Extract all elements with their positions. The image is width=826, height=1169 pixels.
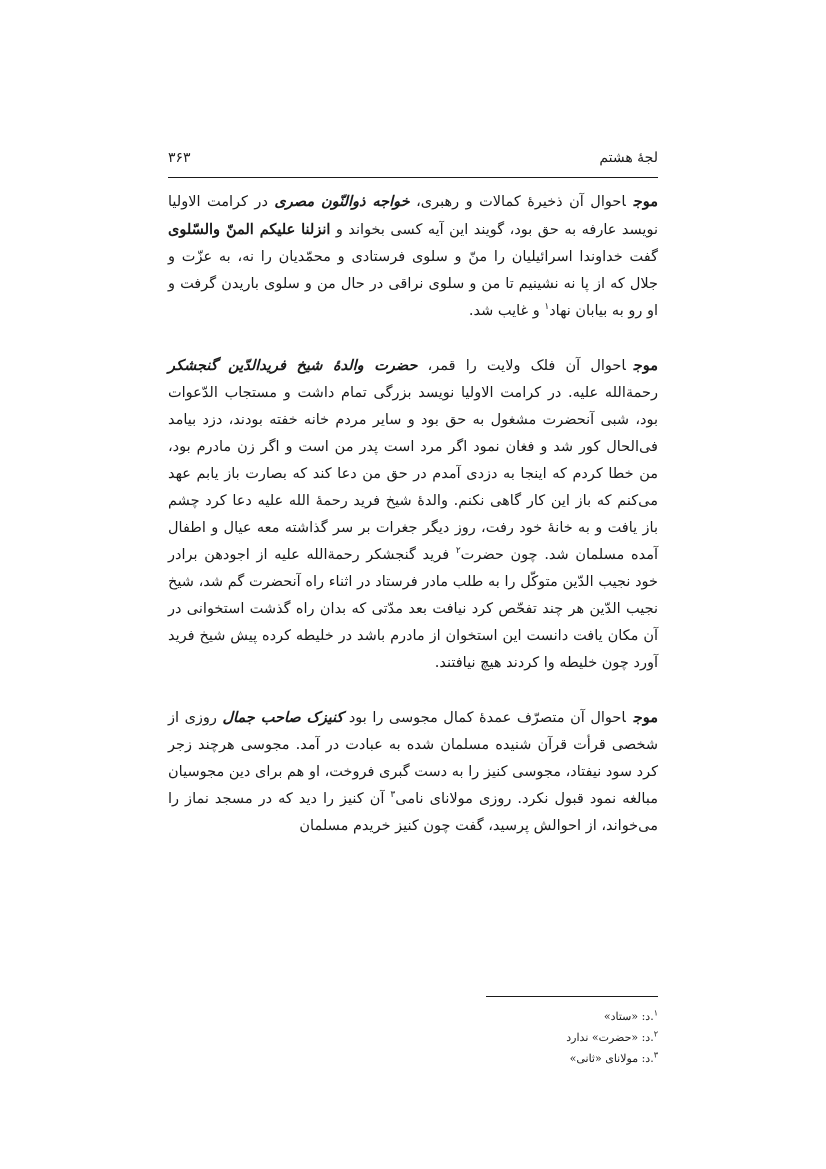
header-rule	[168, 177, 658, 178]
page-number: ۳۶۳	[168, 150, 191, 166]
footnote-ref[interactable]: ۳	[390, 790, 396, 801]
footnote-rule	[486, 996, 658, 997]
paragraph-text: روزی از شخصی قرأت قرآن شنیده مسلمان شده به عبادت در آمد. مجوسی هرچند زجر کرد سود نیفتاد، مجوسی کنیز را به دست گبری فروخت، او هم برای دین مجوسیان مبالغه نمود قبول نکرد. روزی مولانای نامی	[168, 710, 658, 807]
footnote-1	[358, 1006, 658, 1027]
paragraph-text: و غایب شد.	[468, 303, 545, 319]
paragraph-text: احوال آن فلک ولایت را قمر،	[417, 358, 626, 374]
paragraph-text: احوال آن ذخیرۀ کمالات و رهبری،	[409, 194, 626, 210]
paragraph-marker: موج	[633, 357, 658, 374]
paragraph-text: آن کنیز را دید که در مسجد نماز را می‌خواند، از احوالش پرسید، گفت چون کنیز خریدم مسلمان	[168, 791, 658, 834]
paragraph-1	[168, 188, 658, 325]
paragraph-text: گفت خداوندا اسرائیلیان را منّ و سلوی فرستادی و محمّدیان را نه، به عزّت و جلال که از پا نه نشینیم تا من و سلوی نراقی در حال من و سلوی باریدن گرفت و او رو به بیابان نهاد	[168, 249, 658, 319]
saint-name: خواجه ذوالنّون مصری	[274, 193, 410, 210]
paragraph-marker: موج	[633, 193, 658, 210]
footnote-ref[interactable]: ۱	[544, 302, 550, 313]
footnote-number: ۳	[653, 1050, 658, 1060]
paragraph-2	[168, 352, 658, 677]
footnote-text: .د: «حضرت» ندارد	[566, 1031, 654, 1044]
saint-name: حضرت والدۀ شیخ فریدالدّین گنجشکر	[168, 357, 418, 374]
paragraph-marker: موج	[633, 709, 658, 726]
footnote-ref[interactable]: ۲	[455, 546, 461, 557]
paragraph-text: احوال آن متصرّف عمدۀ کمال مجوسی را بود	[343, 710, 626, 726]
footnote-text: .د: مولانای «ثانی»	[569, 1052, 654, 1065]
footnote-number: ۲	[653, 1029, 658, 1039]
main-text	[168, 188, 658, 840]
footnote-3	[358, 1048, 658, 1069]
paragraph-text: فرید گنجشکر رحمةالله علیه از اجودهن برادر خود نجیب الدّین متوکّل را به طلب مادر فرستاد در اثناء راه آنحضرت گم شد، شیخ نجیب الدّین هر چند تفحّص کرد نیافت بعد مدّتی که بدان راه گذشت استخوانی در آن مکان یافت دانست این استخوان از مادرم باشد در خلیطه کرده پیش شیخ فرید آورد چون خلیطه وا کردند هیچ نیافتند.	[168, 547, 658, 671]
footnote-text: .د: «ستاد»	[603, 1010, 654, 1023]
quran-quote: انزلنا علیکم المنّ والسّلوی	[168, 221, 331, 238]
paragraph-text: رحمةالله علیه. در کرامت الاولیا نویسد بزرگی تمام داشت و مستجاب الدّعوات بود، شبی آنحضرت مشغول به حق بود و سایر مردم خانه خفته بودند، دزد بیامد فی‌الحال کور شد و فغان نمود اگر مرد است پدر من است و اگر زن مادرم بود، من خطا کردم که اینجا به دزدی آمدم در حق من دعا کند که بصارت باز یابم عهد می‌کنم که باز این کار گاهی نکنم. والدۀ شیخ فرید رحمۀ الله علیه دعا کرد چشم باز یافت و به خانۀ خود رفت، روز دیگر جغرات بر سر گذاشته معه عیال و اطفال آمده مسلمان شد. چون حضرت	[168, 385, 658, 563]
paragraph-text: در کرامت الاولیا نویسد عارفه به حق بود، گویند این آیه کسی بخواند و	[168, 194, 658, 238]
running-head	[168, 150, 658, 174]
footnote-number: ۱	[653, 1008, 658, 1018]
paragraph-3	[168, 704, 658, 840]
saint-name: کنیزک صاحب جمال	[222, 709, 344, 726]
footnotes	[358, 1006, 658, 1069]
footnote-2	[358, 1027, 658, 1048]
chapter-title: لجۀ هشتم	[599, 150, 658, 166]
